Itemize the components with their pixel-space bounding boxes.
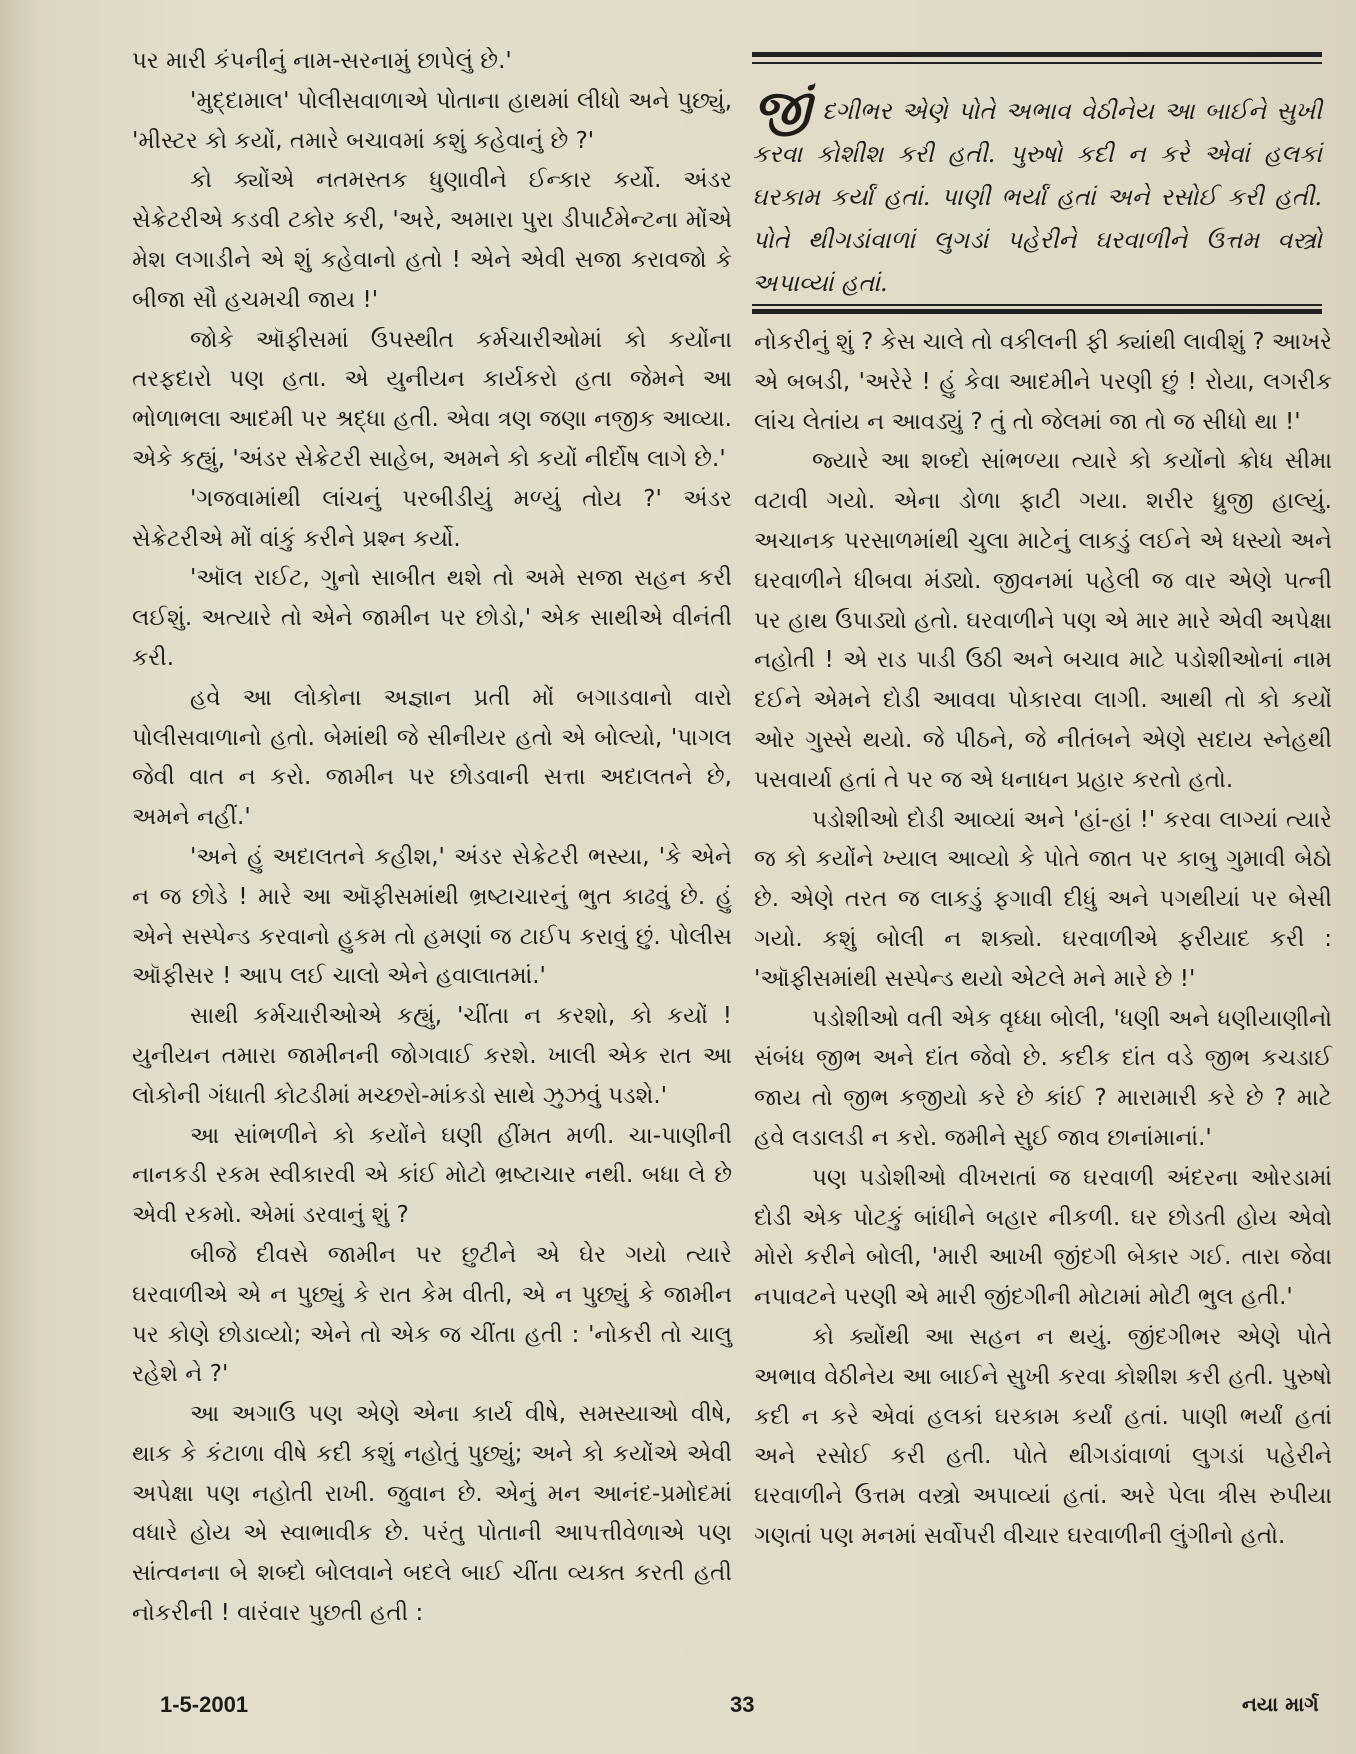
paragraph: નોકરીનું શું ? કેસ ચાલે તો વકીલની ફી ક્યાંથી લાવીશું ? આખરે એ બબડી, 'અરેરે ! હું કેવા આદમીને પરણી છું ! રોયા, લગરીક લાંચ લેતાંય ન આવડ્યું ? તું તો જેલમાં જા તો જ સીધો થા !'	[754, 329, 1332, 435]
paragraph: પડોશીઓ વતી એક વૃધ્ધા બોલી, 'ધણી અને ધણીયાણીનો સંબંધ જીભ અને દાંત જેવો છે. કદીક દાંત વડે જીભ કચડાઈ જાય તો જીભ કજીયો કરે છે કાંઈ ? મારામારી કરે છે ? માટે હવે લડાલડી ન કરો. જમીને સુઈ જાવ છાનાંમાનાં.'	[754, 1005, 1332, 1151]
magazine-name: નયા માર્ગ	[1242, 1692, 1319, 1716]
paragraph: બીજે દીવસે જામીન પર છુટીને એ ઘેર ગયો ત્યારે ઘરવાળીએ એ ન પુછ્યું કે રાત કેમ વીતી, એ ન પુછ્યું કે જામીન પર કોણે છોડાવ્યો; એને તો એક જ ચીંતા હતી : 'નોકરી તો ચાલુ રહેશે ને ?'	[132, 1241, 732, 1388]
pull-quote	[752, 52, 1322, 324]
paragraph: પર મારી કંપનીનું નામ-સરનામું છાપેલું છે.'	[132, 48, 512, 74]
paragraph: 'અને હું અદાલતને કહીશ,' અંડર સેક્રેટરી ભસ્યા, 'કે એને ન જ છોડે ! મારે આ ઑફીસમાંથી ભ્રષ્ટાચારનું ભુત કાઢવું છે. હું એને સસ્પેન્ડ કરવાનો હુકમ તો હમણાં જ ટાઈપ કરાવું છું. પોલીસ ઑફીસર ! આપ લઈ ચાલો એને હવાલાતમાં.'	[132, 843, 732, 990]
pull-quote-rule	[752, 62, 1322, 64]
paragraph: પણ પડોશીઓ વીખરાતાં જ ઘરવાળી અંદરના ઓરડામાં દોડી એક પોટકું બાંધીને બહાર નીકળી. ઘર છોડતી હોય એવો મોરો કરીને બોલી, 'મારી આખી જીંદગી બેકાર ગઈ. તારા જેવા નપાવટને પરણી એ મારી જીંદગીની મોટામાં મોટી ભુલ હતી.'	[754, 1164, 1332, 1311]
paragraph: 'ઑલ રાઈટ, ગુનો સાબીત થશે તો અમે સજા સહન કરી લઈશું. અત્યારે તો એને જામીન પર છોડો,' એક સાથીએ વીનંતી કરી.	[132, 565, 732, 671]
left-column	[132, 42, 732, 1634]
pull-quote-drop-cap: જીં	[754, 80, 811, 136]
paragraph: કો ક્યોંથી આ સહન ન થયું. જીંદગીભર એણે પોતે અભાવ વેઠીનેય આ બાઈને સુખી કરવા કોશીશ કરી હતી. પુરુષો કદી ન કરે એવાં હલકાં ઘરકામ કર્યાં હતાં. પાણી ભર્યાં હતાં અને રસોઈ કરી હતી. પોતે થીગડાંવાળાં લુગડાં પહેરીને ઘરવાળીને ઉત્તમ વસ્ત્રો અપાવ્યાં હતાં. અરે પેલા ત્રીસ રુપીયા ગણતાં પણ મનમાં સર્વોપરી વીચાર ઘરવાળીની લુંગીનો હતો.	[754, 1323, 1332, 1549]
pull-quote-text: દગીભર એણે પોતે અભાવ વેઠીનેય આ બાઈને સુખી કરવા કોશીશ કરી હતી. પુરુષો કદી ન કરે એવાં હલકાં ઘરકામ કર્યાં હતાં. પાણી ભર્યાં હતાં અને રસોઈ કરી હતી. પોતે થીગડાંવાળાં લુગડાં પહેરીને ઘરવાળીને ઉત્તમ વસ્ત્રો અપાવ્યાં હતાં.	[752, 97, 1322, 297]
page-number: 33	[730, 1692, 755, 1717]
paragraph: પડોશીઓ દોડી આવ્યાં અને 'હાં-હાં !' કરવા લાગ્યાં ત્યારે જ કો કયોંને ખ્યાલ આવ્યો કે પોતે જાત પર કાબુ ગુમાવી બેઠો છે. એણે તરત જ લાકડું ફગાવી દીધું અને પગથીયાં પર બેસી ગયો. કશું બોલી ન શક્યો. ઘરવાળીએ ફરીયાદ કરી : 'ઑફીસમાંથી સસ્પેન્ડ થયો એટલે મને મારે છે !'	[754, 806, 1332, 992]
pull-quote-rule	[752, 52, 1322, 57]
paragraph: આ સાંભળીને કો કયોંને ઘણી હીંમત મળી. ચા-પાણીની નાનકડી રકમ સ્વીકારવી એ કાંઈ મોટો ભ્રષ્ટાચાર નથી. બધા લે છે એવી રકમો. એમાં ડરવાનું શું ?	[132, 1122, 732, 1229]
paragraph: જોકે ઑફીસમાં ઉપસ્થીત કર્મચારીઓમાં કો કયોંના તરફદારો પણ હતા. એ યુનીયન કાર્યકરો હતા જેમને આ ભોળાભલા આદમી પર શ્રદ્ધા હતી. એવા ત્રણ જણા નજીક આવ્યા. એકે કહ્યું, 'અંડર સેક્રેટરી સાહેબ, અમને કો કયોં નીર્દોષ લાગે છે.'	[132, 326, 732, 472]
paragraph: કો ક્યોંએ નતમસ્તક ધુણાવીને ઈન્કાર કર્યો. અંડર સેક્રેટરીએ કડવી ટકોર કરી, 'અરે, અમારા પુરા ડીપાર્ટમેન્ટના મોંએ મેશ લગાડીને એ શું કહેવાનો હતો ! એને એવી સજા કરાવજો કે બીજા સૌ હચમચી જાય !'	[132, 167, 732, 313]
paragraph: જ્યારે આ શબ્દો સાંભળ્યા ત્યારે કો કયોંનો ક્રોધ સીમા વટાવી ગયો. એના ડોળા ફાટી ગયા. શરીર ધ્રુજી હાલ્યું. અચાનક પરસાળમાંથી ચુલા માટેનું લાકડું લઈને એ ધસ્યો અને ઘરવાળીને ધીબવા મંડ્યો. જીવનમાં પહેલી જ વાર એણે પત્ની પર હાથ ઉપાડ્યો હતો. ઘરવાળીને પણ એ માર મારે એવી અપેક્ષા નહોતી ! એ રાડ પાડી ઉઠી અને બચાવ માટે પડોશીઓનાં નામ દઈને એમને દોડી આવવા પોકારવા લાગી. આથી તો કો કયોં ઓર ગુસ્સે થયો. જે પીઠને, જે નીતંબને એણે સદાય સ્નેહથી પસવાર્યા હતાં તે પર જ એ ધનાધન પ્રહાર કરતો હતો.	[754, 448, 1332, 793]
paragraph: 'ગજવામાંથી લાંચનું પરબીડીયું મળ્યું તોય ?' અંડર સેક્રેટરીએ મોં વાંકું કરીને પ્રશ્ન કર્યો.	[132, 485, 732, 552]
pull-quote-rule	[752, 304, 1322, 306]
paragraph: હવે આ લોકોના અજ્ઞાન પ્રતી મોં બગાડવાનો વારો પોલીસવાળાનો હતો. બેમાંથી જે સીનીયર હતો એ બોલ્યો, 'પાગલ જેવી વાત ન કરો. જામીન પર છોડવાની સત્તા અદાલતને છે, અમને નહીં.'	[132, 684, 732, 831]
right-column	[754, 323, 1332, 1557]
paragraph: 'મુદ્દામાલ' પોલીસવાળાએ પોતાના હાથમાં લીધો અને પુછ્યું, 'મીસ્ટર કો કયોં, તમારે બચાવમાં કશું કહેવાનું છે ?'	[132, 87, 732, 154]
paragraph: આ અગાઉ પણ એણે એના કાર્ય વીષે, સમસ્યાઓ વીષે, થાક કે કંટાળા વીષે કદી કશું નહોતું પુછ્યું; અને કો કયોંએ એવી અપેક્ષા પણ નહોતી રાખી. જુવાન છે. એનું મન આનંદ-પ્રમોદમાં વધારે હોય એ સ્વાભાવીક છે. પરંતુ પોતાની આપત્તીવેળાએ પણ સાંત્વનના બે શબ્દો બોલવાને બદલે બાઈ ચીંતા વ્યક્ત કરતી હતી નોકરીની ! વારંવાર પુછતી હતી :	[132, 1401, 732, 1627]
paragraph: સાથી કર્મચારીઓએ કહ્યું, 'ચીંતા ન કરશો, કો કયોં ! યુનીયન તમારા જામીનની જોગવાઈ કરશે. ખાલી એક રાત આ લોકોની ગંધાતી કોટડીમાં મચ્છરો-માંકડો સાથે ઝુઝવું પડશે.'	[132, 1003, 732, 1109]
pull-quote-rule	[752, 309, 1322, 314]
footer-date: 1-5-2001	[160, 1692, 249, 1717]
